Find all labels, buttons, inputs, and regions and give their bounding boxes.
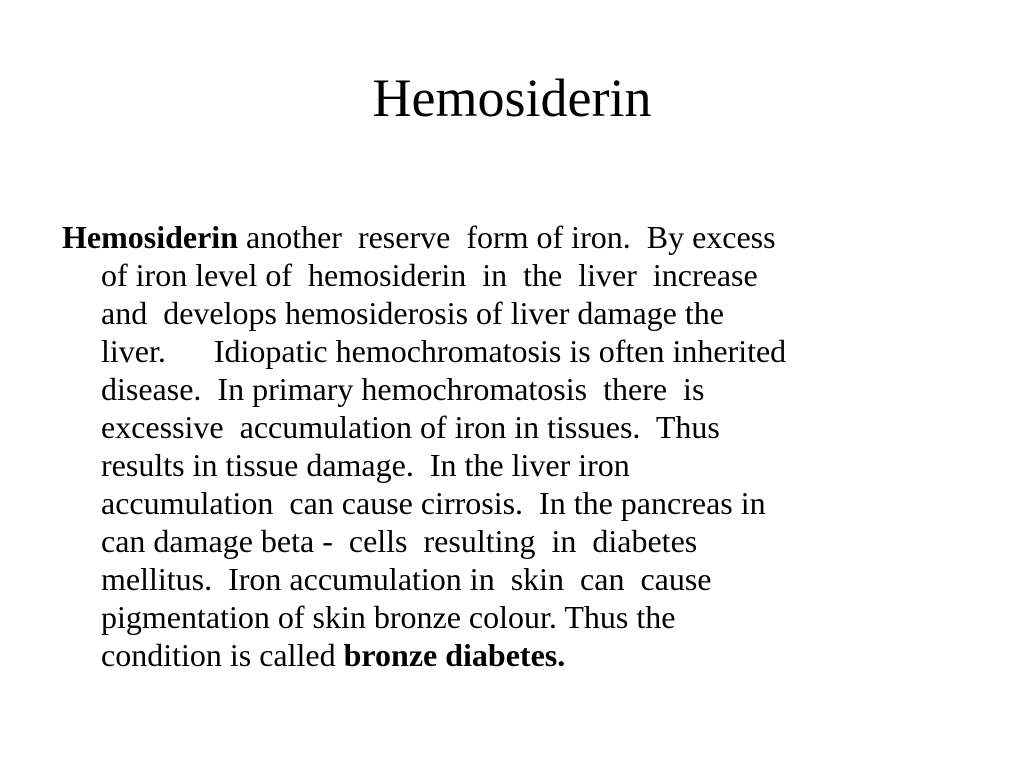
slide-title: Hemosiderin bbox=[372, 68, 652, 128]
body-line-text: condition is called bbox=[101, 637, 344, 673]
body-line-1 bbox=[62, 218, 776, 256]
body-line-8: accumulation can cause cirrosis. In the pancreas in bbox=[101, 485, 766, 521]
body-line-11: pigmentation of skin bronze colour. Thus the bbox=[101, 599, 676, 635]
slide-body bbox=[0, 218, 1024, 688]
body-line-9: can damage beta - cells resulting in diabetes bbox=[101, 523, 698, 559]
body-line-6: excessive accumulation of iron in tissues. Thus bbox=[101, 409, 720, 445]
body-line-text: another reserve form of iron. By excess bbox=[237, 219, 776, 255]
body-line-12 bbox=[101, 636, 565, 674]
closing-term: bronze diabetes. bbox=[343, 637, 566, 673]
body-line-7: results in tissue damage. In the liver iron bbox=[101, 447, 630, 483]
body-line-2: of iron level of hemosiderin in the liver increase bbox=[101, 257, 758, 293]
body-line-10: mellitus. Iron accumulation in skin can cause bbox=[101, 561, 712, 597]
body-line-4: liver. Idiopatic hemochromatosis is often inherited bbox=[101, 333, 787, 369]
body-line-5: disease. In primary hemochromatosis there is bbox=[101, 371, 705, 407]
lead-term: Hemosiderin bbox=[62, 219, 238, 255]
body-line-3: and develops hemosiderosis of liver damage the bbox=[101, 295, 724, 331]
